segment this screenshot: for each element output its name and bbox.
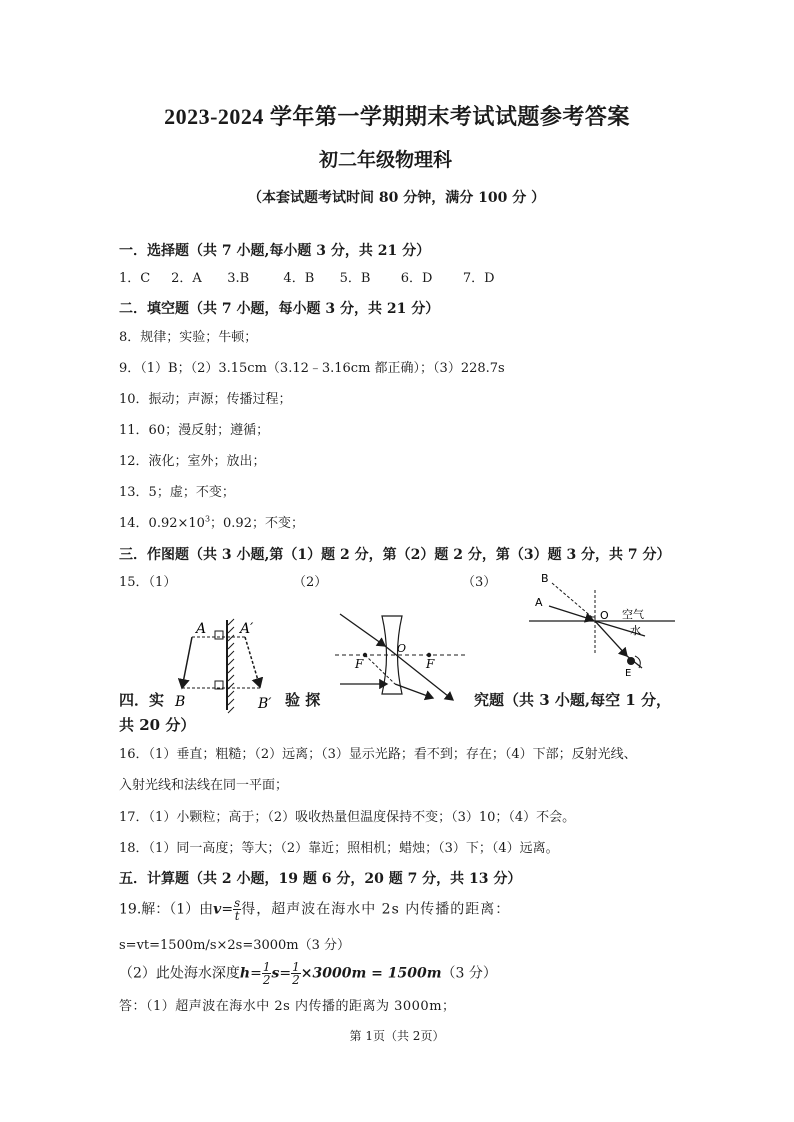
answer-line-18: 18．（1）同一高度；等大；（2）靠近；照相机；蜡烛；（3）下；（4）远离。	[119, 841, 559, 856]
answer-line-9: 9．（1）B；（2）3.15cm（3.12﹣3.16cm 都正确）；（3）228.7s	[119, 361, 505, 376]
ray-through-center	[385, 646, 453, 700]
label-b: B	[175, 694, 186, 710]
answer-line-10: 10．振动；声源；传播过程；	[119, 392, 292, 407]
formula-eq: =	[221, 901, 234, 918]
q19-rest: 得，超声波在海水中 2s 内传播的距离：	[241, 901, 511, 918]
answer-line-16: 16．（1）垂直；粗糙；（2）远离；（3）显示光路；看不到；存在；（4）下部；反射光线、	[119, 747, 637, 762]
formula-h: h	[239, 965, 251, 982]
answer-4: 4．B	[283, 271, 315, 286]
label-a: A	[535, 596, 543, 609]
page-title: 2023-2024 学年第一学期期末考试试题参考答案	[164, 104, 630, 129]
q19-line1	[119, 897, 510, 922]
score-note: （3 分）	[441, 965, 497, 982]
label-o: O	[600, 609, 609, 622]
question-15-part3-label: （3）	[462, 575, 497, 590]
mirror-hatching	[228, 619, 234, 713]
answer-3: 3.B	[227, 271, 250, 286]
formula-tail: ×3000m = 1500m	[300, 965, 442, 982]
label-air: 空气	[622, 608, 644, 621]
section1-answers	[119, 267, 495, 286]
fraction-num: 1	[262, 960, 271, 974]
section4-heading-part-c: 究题（共 3 小题,每空 1 分，	[474, 691, 671, 709]
fraction-den: 2	[292, 973, 300, 987]
answer-line-13: 13．5；虚；不变；	[119, 485, 235, 500]
plane-mirror-figure	[170, 615, 280, 715]
fraction-s-over-t	[233, 897, 241, 922]
page-subtitle: 初二年级物理科	[319, 149, 453, 171]
label-b-prime: B′	[258, 696, 272, 712]
answer-6: 6．D	[400, 271, 433, 286]
answer-line-11: 11．60；漫反射；遵循；	[119, 423, 270, 438]
section5-heading: 五．计算题（共 2 小题，19 题 6 分，20 题 7 分，共 13 分）	[119, 871, 522, 887]
q19-answer: 答：（1）超声波在海水中 2s 内传播的距离为 3000m；	[119, 999, 456, 1014]
answer-line-16-cont: 入射光线和法线在同一平面；	[119, 778, 289, 793]
label-e: E	[625, 668, 632, 678]
label-f-right: F	[426, 657, 435, 671]
exam-note: （本套试题考试时间 80 分钟，满分 100 分 ）	[248, 190, 546, 206]
q19-line3-start: （2）此处海水深度	[119, 965, 240, 982]
section3-heading: 三．作图题（共 3 小题,第（1）题 2 分，第（2）题 2 分，第（3）题 3 分，共 7 分）	[119, 547, 671, 563]
page-footer: 第 1页（共 2页）	[349, 1029, 445, 1043]
q19-start: 19.解：（1）由	[119, 901, 214, 918]
fraction-num: s	[234, 896, 241, 910]
formula-eq2: =	[279, 965, 292, 982]
label-water: 水	[630, 624, 641, 637]
line14-suffix: ；0.92；不变；	[210, 516, 304, 531]
question-15-label: 15．（1）	[119, 575, 177, 590]
dashed-line-b	[552, 583, 593, 618]
answer-5: 5．B	[339, 271, 371, 286]
section1-heading: 一．选择题（共 7 小题,每小题 3 分，共 21 分）	[119, 243, 431, 259]
label-b: B	[541, 572, 549, 585]
q19-line2: s=vt=1500m/s×2s=3000m（3 分）	[119, 938, 351, 953]
answer-line-8: 8．规律；实验；牛顿；	[119, 330, 258, 345]
formula-s: s	[271, 965, 280, 982]
q19-line3	[119, 961, 497, 986]
focal-point-left	[363, 653, 367, 657]
answer-7: 7．D	[462, 271, 495, 286]
label-o: O	[397, 642, 407, 655]
image-arrow	[245, 637, 260, 687]
line14-prefix: 14．0.92×10	[119, 516, 205, 531]
label-a-prime: A′	[240, 621, 254, 637]
label-f-left: F	[355, 657, 364, 671]
fraction-one-half-b	[291, 961, 301, 986]
fraction-den: t	[234, 909, 240, 923]
section4-heading-part-a: 四．实	[119, 691, 165, 709]
eye-icon	[627, 657, 635, 665]
answer-2: 2．A	[171, 271, 202, 286]
fraction-den: 2	[262, 973, 271, 987]
answer-1: 1．C	[119, 271, 151, 286]
diverged-ray	[395, 684, 433, 698]
formula-v: v	[213, 901, 222, 918]
section4-heading-part-d: 共 20 分）	[119, 716, 196, 734]
fraction-num: 1	[292, 960, 300, 974]
refraction-figure	[527, 568, 677, 678]
question-15-part2-label: （2）	[293, 575, 328, 590]
answer-line-14	[119, 512, 304, 531]
concave-lens-figure	[335, 604, 470, 704]
answer-line-17: 17．（1）小颗粒；高于；（2）吸收热量但温度保持不变；（3）10；（4）不会。	[119, 810, 576, 825]
formula-eq1: =	[250, 965, 262, 982]
line14-sup: 3	[204, 514, 211, 524]
answer-line-12: 12．液化；室外；放出；	[119, 454, 266, 469]
right-angle-mark-a	[215, 631, 223, 639]
section4-heading-part-b: 验 探	[285, 691, 321, 709]
section2-heading: 二．填空题（共 7 小题，每小题 3 分，共 21 分）	[119, 301, 440, 317]
label-a: A	[196, 621, 207, 637]
object-arrow	[182, 637, 192, 688]
virtual-extension	[365, 655, 395, 684]
